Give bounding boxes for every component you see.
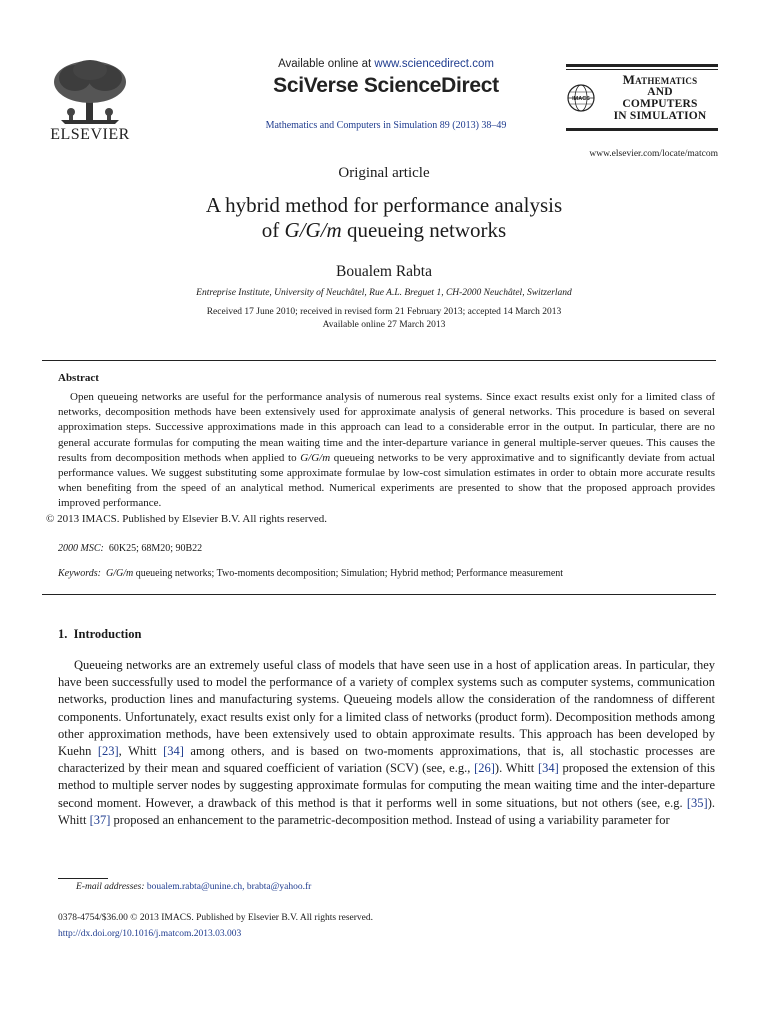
footnote-rule — [58, 878, 108, 879]
abstract-body — [46, 390, 716, 527]
sciencedirect-link[interactable]: www.sciencedirect.com — [374, 58, 494, 70]
article-type: Original article — [338, 165, 430, 181]
abstract-text-1: Open queueing networks are useful for the performance analysis of numerous real systems. Since exact results exist only for a limited class of networks, decomposition methods have been extensively used for approximate analysis of general networks. This procedure is based on several approximation steps. Successive approximations made in this approach can lead to a considerable error in the output. In particular, there are no general accurate formulas for computing the mean waiting time and the inter-departure variance in general multiple-server queues. This causes the results from decomposition methods when applied to — [58, 391, 715, 464]
citation-link[interactable]: [35] — [686, 795, 708, 810]
dates-online: Available online 27 March 2013 — [322, 320, 446, 330]
elsevier-logo — [42, 58, 138, 144]
globe-icon — [566, 83, 596, 113]
intro-text: ). Whitt — [494, 761, 538, 776]
journal-reference-link[interactable]: Mathematics and Computers in Simulation 89 (2013) 38–49 — [265, 120, 507, 131]
issn-copyright: 0378-4754/$36.00 © 2013 IMACS. Published by Elsevier B.V. All rights reserved. — [58, 913, 373, 923]
journal-logo-title — [602, 74, 718, 122]
author-affiliation: Entreprise Institute, University of Neuchâtel, Rue A.L. Breguet 1, CH-2000 Neuchâtel, Switzerland — [196, 288, 572, 298]
abstract-model: G/G/m — [300, 451, 331, 464]
title-prefix: of — [261, 218, 285, 242]
imacs-badge: IMACS — [572, 96, 590, 102]
intro-text: proposed the extension of this method to multiple server nodes by suggesting approximate formulas for computing the mean waiting time and the inter-departure second moment. However, a drawback of this method is that it performs well in some situations, but not others (see, e.g. — [58, 761, 715, 810]
journal-url-link[interactable]: www.elsevier.com/locate/matcom — [589, 149, 718, 159]
intro-text: , Whitt — [118, 744, 164, 759]
keywords-model: G/G/m — [100, 568, 134, 579]
msc-label: 2000 MSC: — [58, 543, 104, 554]
citation-link[interactable]: [34] — [163, 744, 184, 759]
journal-logo-line: Mathematics — [622, 72, 698, 87]
publisher-name: ELSEVIER — [50, 126, 130, 143]
journal-logo-rule-top — [566, 64, 718, 67]
section-heading-introduction: 1. Introduction — [58, 627, 142, 641]
citation-link[interactable]: [37] — [89, 812, 111, 827]
keywords-list: queueing networks; Two-moments decomposition; Simulation; Hybrid method; Performance measurement — [133, 568, 564, 579]
title-line-1: A hybrid method for performance analysis — [205, 193, 563, 217]
abstract-text-2: queueing networks to be very approximative and to significantly deviate from actual performance values. We suggest substituting some approximate formulae by low-cost simulation estimates in order to obtain more accurate results when benefiting from the speed of an analytical method. Numerical experiments are presented to show that the proposed approach provides improved performance. — [58, 451, 716, 510]
keywords-label: Keywords: — [58, 568, 101, 579]
citation-link[interactable]: [23] — [97, 744, 119, 759]
email-links[interactable]: boualem.rabta@unine.ch, brabta@yahoo.fr — [144, 882, 312, 892]
citation-link[interactable]: [34] — [537, 761, 559, 776]
abstract-copyright: © 2013 IMACS. Published by Elsevier B.V. All rights reserved. — [46, 512, 328, 525]
journal-logo-line: AND — [647, 86, 673, 98]
doi-link[interactable]: http://dx.doi.org/10.1016/j.matcom.2013.03.003 — [58, 929, 242, 939]
intro-text: Queueing networks are an extremely useful class of models that have seen use in a host of application areas. In particular, they have been successfully used to model the performance of a variety of complex systems such as computer systems, communication networks, production lines and manufacturing systems. Queueing models allow the consideration of the randomness of different components. Unfortunately, exact results exist only for a limited class of networks (product form). Decomposition methods among other approximation methods, have been extensively used to obtain approximate results. This approach has been developed by Kuehn — [58, 658, 715, 759]
journal-logo-line: IN SIMULATION — [613, 110, 707, 122]
article-title — [0, 193, 768, 243]
divider-top — [42, 360, 716, 361]
platform-header — [200, 58, 572, 131]
abstract-heading: Abstract — [58, 372, 99, 384]
author-name[interactable]: Boualem Rabta — [336, 263, 432, 280]
title-suffix: queueing networks — [341, 218, 507, 242]
journal-logo-line: COMPUTERS — [622, 98, 698, 110]
title-model: G/G/m — [284, 218, 342, 242]
available-prefix: Available online at — [278, 58, 375, 70]
dates-history: Received 17 June 2010; received in revised form 21 February 2013; accepted 14 March 2013 — [206, 307, 562, 317]
citation-link[interactable]: [26] — [474, 761, 495, 776]
keywords — [58, 568, 715, 579]
introduction-body — [58, 657, 715, 829]
article-dates — [0, 306, 768, 332]
journal-logo-rule-bottom — [566, 128, 718, 131]
intro-text: ). Whitt — [58, 795, 715, 827]
journal-logo — [566, 64, 718, 131]
email-footnote — [76, 882, 311, 892]
msc-codes — [58, 543, 202, 554]
intro-text: among others, and is based on two-moments approximations, that is, all stochastic processes are characterized by their mean and squared coefficient of variation (SCV) (see, e.g., — [58, 744, 715, 776]
email-label: E-mail addresses: — [76, 882, 145, 892]
platform-brand: SciVerse ScienceDirect — [273, 74, 499, 97]
title-line-2 — [0, 218, 768, 243]
elsevier-tree-icon — [47, 58, 133, 128]
msc-values: 60K25; 68M20; 90B22 — [103, 543, 203, 554]
divider-bottom — [42, 594, 716, 595]
available-online — [200, 58, 572, 70]
intro-text: proposed an enhancement to the parametric-decomposition method. Instead of using a variability parameter for — [110, 812, 670, 827]
